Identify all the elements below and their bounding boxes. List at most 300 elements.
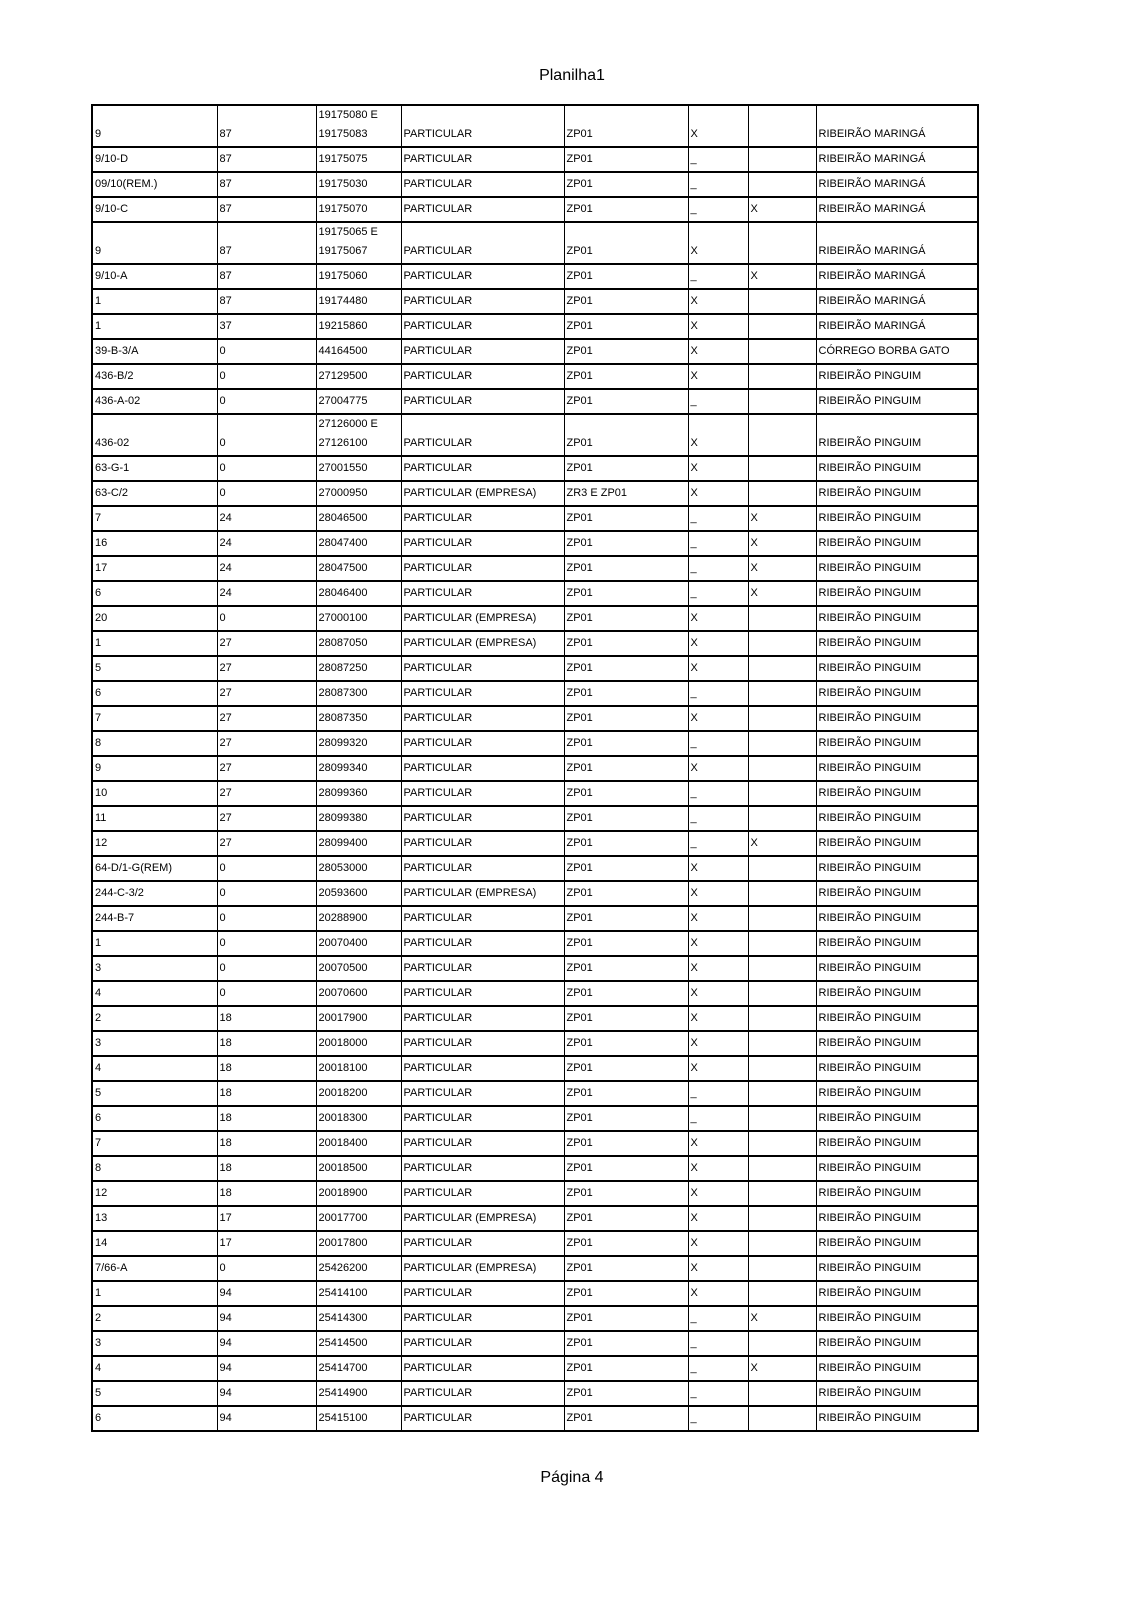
table-cell: X bbox=[748, 1356, 816, 1381]
table-cell: X bbox=[688, 881, 748, 906]
table-cell: X bbox=[688, 931, 748, 956]
table-cell bbox=[748, 1131, 816, 1156]
table-cell: 20288900 bbox=[316, 906, 401, 931]
table-cell: ZP01 bbox=[564, 1006, 688, 1031]
table-cell: RIBEIRÃO PINGUIM bbox=[816, 906, 978, 931]
table-cell: 27126000 E 27126100 bbox=[316, 414, 401, 456]
table-cell: _ bbox=[688, 506, 748, 531]
table-cell: 27 bbox=[217, 831, 316, 856]
table-cell: 27 bbox=[217, 731, 316, 756]
table-cell: 64-D/1-G(REM) bbox=[92, 856, 217, 881]
table-cell bbox=[748, 339, 816, 364]
table-cell: 9/10-D bbox=[92, 147, 217, 172]
table-cell: 28099340 bbox=[316, 756, 401, 781]
table-cell: PARTICULAR bbox=[401, 314, 564, 339]
table-cell bbox=[748, 172, 816, 197]
table-cell: ZP01 bbox=[564, 289, 688, 314]
table-cell: 20017700 bbox=[316, 1206, 401, 1231]
table-cell: RIBEIRÃO PINGUIM bbox=[816, 706, 978, 731]
table-row bbox=[92, 222, 978, 264]
table-cell: 7 bbox=[92, 1131, 217, 1156]
table-cell: 27 bbox=[217, 806, 316, 831]
table-cell: ZP01 bbox=[564, 706, 688, 731]
table-cell bbox=[748, 956, 816, 981]
table-cell: _ bbox=[688, 1381, 748, 1406]
table-cell: 28046500 bbox=[316, 506, 401, 531]
table-cell bbox=[748, 1156, 816, 1181]
table-cell: 0 bbox=[217, 339, 316, 364]
table-cell: 8 bbox=[92, 731, 217, 756]
table-cell bbox=[748, 364, 816, 389]
table-cell: RIBEIRÃO PINGUIM bbox=[816, 1131, 978, 1156]
table-cell bbox=[748, 222, 816, 264]
table-cell: ZP01 bbox=[564, 556, 688, 581]
table-cell: 27000950 bbox=[316, 481, 401, 506]
table-cell: 436-B/2 bbox=[92, 364, 217, 389]
table-cell: 3 bbox=[92, 1331, 217, 1356]
table-cell: ZP01 bbox=[564, 1056, 688, 1081]
table-cell: 17 bbox=[92, 556, 217, 581]
table-cell: 24 bbox=[217, 531, 316, 556]
table-cell bbox=[748, 731, 816, 756]
table-cell: PARTICULAR bbox=[401, 1381, 564, 1406]
table-cell: 6 bbox=[92, 681, 217, 706]
table-cell: RIBEIRÃO PINGUIM bbox=[816, 1081, 978, 1106]
table-cell: 18 bbox=[217, 1156, 316, 1181]
table-cell: 19215860 bbox=[316, 314, 401, 339]
table-cell: ZP01 bbox=[564, 172, 688, 197]
page-number-footer: Página 4 bbox=[540, 1469, 604, 1486]
table-row bbox=[92, 264, 978, 289]
table-cell: 19175070 bbox=[316, 197, 401, 222]
table-cell: PARTICULAR bbox=[401, 456, 564, 481]
table-cell: 0 bbox=[217, 906, 316, 931]
table-cell: 0 bbox=[217, 956, 316, 981]
table-cell: PARTICULAR bbox=[401, 656, 564, 681]
table-cell: X bbox=[688, 1256, 748, 1281]
table-cell: PARTICULAR (EMPRESA) bbox=[401, 631, 564, 656]
table-cell: 12 bbox=[92, 831, 217, 856]
table-cell: X bbox=[688, 222, 748, 264]
table-row bbox=[92, 531, 978, 556]
table-cell: PARTICULAR (EMPRESA) bbox=[401, 606, 564, 631]
table-cell: _ bbox=[688, 781, 748, 806]
table-cell: 17 bbox=[217, 1231, 316, 1256]
table-cell: 39-B-3/A bbox=[92, 339, 217, 364]
table-cell: 94 bbox=[217, 1281, 316, 1306]
table-cell: X bbox=[748, 264, 816, 289]
table-cell: X bbox=[688, 414, 748, 456]
table-cell: RIBEIRÃO PINGUIM bbox=[816, 581, 978, 606]
table-cell: 87 bbox=[217, 147, 316, 172]
table-cell: PARTICULAR (EMPRESA) bbox=[401, 881, 564, 906]
table-cell: PARTICULAR bbox=[401, 1131, 564, 1156]
table-cell: 87 bbox=[217, 172, 316, 197]
table-cell bbox=[748, 389, 816, 414]
table-cell: ZP01 bbox=[564, 1406, 688, 1431]
table-row bbox=[92, 105, 978, 147]
table-row bbox=[92, 481, 978, 506]
table-cell: ZP01 bbox=[564, 831, 688, 856]
table-cell: PARTICULAR (EMPRESA) bbox=[401, 481, 564, 506]
table-cell: PARTICULAR bbox=[401, 756, 564, 781]
table-cell: RIBEIRÃO PINGUIM bbox=[816, 389, 978, 414]
table-cell: PARTICULAR bbox=[401, 831, 564, 856]
table-cell: 17 bbox=[217, 1206, 316, 1231]
table-cell: X bbox=[748, 831, 816, 856]
table-row bbox=[92, 1056, 978, 1081]
table-row bbox=[92, 289, 978, 314]
table-cell bbox=[748, 756, 816, 781]
table-cell: 28099380 bbox=[316, 806, 401, 831]
table-cell: PARTICULAR bbox=[401, 1231, 564, 1256]
table-cell: RIBEIRÃO PINGUIM bbox=[816, 881, 978, 906]
table-cell: 18 bbox=[217, 1006, 316, 1031]
table-cell: RIBEIRÃO MARINGÁ bbox=[816, 222, 978, 264]
table-cell: PARTICULAR bbox=[401, 1106, 564, 1131]
table-row bbox=[92, 756, 978, 781]
table-cell: RIBEIRÃO MARINGÁ bbox=[816, 289, 978, 314]
table-cell: 0 bbox=[217, 456, 316, 481]
table-cell: PARTICULAR bbox=[401, 1356, 564, 1381]
table-cell: 7 bbox=[92, 506, 217, 531]
table-cell: 27004775 bbox=[316, 389, 401, 414]
table-cell: 24 bbox=[217, 506, 316, 531]
table-cell: 19175065 E 19175067 bbox=[316, 222, 401, 264]
table-cell: X bbox=[688, 1281, 748, 1306]
table-cell: ZP01 bbox=[564, 1356, 688, 1381]
table-cell bbox=[748, 606, 816, 631]
table-row bbox=[92, 1031, 978, 1056]
table-cell: RIBEIRÃO MARINGÁ bbox=[816, 197, 978, 222]
table-cell: PARTICULAR bbox=[401, 1156, 564, 1181]
table-cell: 20018500 bbox=[316, 1156, 401, 1181]
table-cell: _ bbox=[688, 681, 748, 706]
table-cell: 20017900 bbox=[316, 1006, 401, 1031]
table-cell: X bbox=[688, 1156, 748, 1181]
table-row bbox=[92, 806, 978, 831]
table-cell: PARTICULAR bbox=[401, 931, 564, 956]
table-cell: 20593600 bbox=[316, 881, 401, 906]
table-cell: 12 bbox=[92, 1181, 217, 1206]
table-cell bbox=[748, 1056, 816, 1081]
table-cell: 20018200 bbox=[316, 1081, 401, 1106]
table-cell: X bbox=[688, 1206, 748, 1231]
table-cell: 3 bbox=[92, 1031, 217, 1056]
table-cell: 0 bbox=[217, 931, 316, 956]
table-cell: PARTICULAR bbox=[401, 731, 564, 756]
table-cell: 14 bbox=[92, 1231, 217, 1256]
table-cell: PARTICULAR bbox=[401, 222, 564, 264]
table-cell: ZP01 bbox=[564, 956, 688, 981]
table-cell: ZP01 bbox=[564, 147, 688, 172]
table-cell: 0 bbox=[217, 981, 316, 1006]
table-cell: _ bbox=[688, 147, 748, 172]
table-cell: ZP01 bbox=[564, 414, 688, 456]
table-cell: 5 bbox=[92, 656, 217, 681]
table-cell: _ bbox=[688, 1081, 748, 1106]
table-cell: 0 bbox=[217, 364, 316, 389]
table-cell: ZP01 bbox=[564, 656, 688, 681]
table-cell bbox=[748, 314, 816, 339]
table-cell: PARTICULAR bbox=[401, 1181, 564, 1206]
table-cell: RIBEIRÃO MARINGÁ bbox=[816, 264, 978, 289]
table-row bbox=[92, 414, 978, 456]
table-cell: RIBEIRÃO PINGUIM bbox=[816, 1181, 978, 1206]
table-cell: _ bbox=[688, 831, 748, 856]
table-cell: X bbox=[748, 1306, 816, 1331]
table-body bbox=[92, 105, 978, 1431]
table-cell: 27000100 bbox=[316, 606, 401, 631]
table-cell: 6 bbox=[92, 1406, 217, 1431]
table-cell bbox=[748, 906, 816, 931]
table-cell: X bbox=[688, 981, 748, 1006]
table-cell: ZP01 bbox=[564, 731, 688, 756]
table-cell: RIBEIRÃO PINGUIM bbox=[816, 1031, 978, 1056]
table-cell: 44164500 bbox=[316, 339, 401, 364]
table-cell bbox=[748, 656, 816, 681]
table-cell: 09/10(REM.) bbox=[92, 172, 217, 197]
table-cell: 27 bbox=[217, 681, 316, 706]
table-row bbox=[92, 931, 978, 956]
table-cell: ZP01 bbox=[564, 222, 688, 264]
table-cell: _ bbox=[688, 806, 748, 831]
table-cell: 18 bbox=[217, 1056, 316, 1081]
table-cell: ZP01 bbox=[564, 456, 688, 481]
table-cell: PARTICULAR bbox=[401, 506, 564, 531]
table-cell: ZP01 bbox=[564, 681, 688, 706]
table-cell: PARTICULAR bbox=[401, 981, 564, 1006]
table-cell: 27 bbox=[217, 756, 316, 781]
table-row bbox=[92, 1006, 978, 1031]
table-cell: ZP01 bbox=[564, 531, 688, 556]
table-cell: 25426200 bbox=[316, 1256, 401, 1281]
table-cell: X bbox=[748, 197, 816, 222]
table-cell: 4 bbox=[92, 1356, 217, 1381]
table-row bbox=[92, 881, 978, 906]
table-cell bbox=[748, 1081, 816, 1106]
table-cell: PARTICULAR bbox=[401, 1081, 564, 1106]
table-cell: 0 bbox=[217, 481, 316, 506]
table-cell: 63-G-1 bbox=[92, 456, 217, 481]
table-cell: RIBEIRÃO PINGUIM bbox=[816, 1356, 978, 1381]
table-cell: 87 bbox=[217, 105, 316, 147]
table-cell: _ bbox=[688, 264, 748, 289]
table-cell: 9 bbox=[92, 222, 217, 264]
table-cell: X bbox=[688, 631, 748, 656]
table-cell bbox=[748, 414, 816, 456]
table-cell: 28099360 bbox=[316, 781, 401, 806]
data-table bbox=[91, 104, 979, 1432]
table-row bbox=[92, 1256, 978, 1281]
table-cell: 94 bbox=[217, 1381, 316, 1406]
table-cell: X bbox=[688, 105, 748, 147]
table-cell: RIBEIRÃO PINGUIM bbox=[816, 1306, 978, 1331]
table-cell: ZP01 bbox=[564, 931, 688, 956]
table-row bbox=[92, 1356, 978, 1381]
table-row bbox=[92, 1306, 978, 1331]
table-cell: 436-02 bbox=[92, 414, 217, 456]
table-cell: ZP01 bbox=[564, 1081, 688, 1106]
table-cell: RIBEIRÃO PINGUIM bbox=[816, 981, 978, 1006]
table-cell: _ bbox=[688, 1331, 748, 1356]
table-cell bbox=[748, 981, 816, 1006]
table-row bbox=[92, 1106, 978, 1131]
table-cell: RIBEIRÃO MARINGÁ bbox=[816, 147, 978, 172]
table-cell: PARTICULAR bbox=[401, 172, 564, 197]
table-cell bbox=[748, 105, 816, 147]
table-cell: RIBEIRÃO PINGUIM bbox=[816, 756, 978, 781]
table-cell bbox=[748, 931, 816, 956]
table-cell: 19175075 bbox=[316, 147, 401, 172]
table-cell bbox=[748, 1406, 816, 1431]
table-cell: 1 bbox=[92, 1281, 217, 1306]
table-cell: PARTICULAR bbox=[401, 1006, 564, 1031]
table-row bbox=[92, 656, 978, 681]
table-cell: 20017800 bbox=[316, 1231, 401, 1256]
table-cell: 20070400 bbox=[316, 931, 401, 956]
table-cell: 27 bbox=[217, 656, 316, 681]
table-cell: 19175080 E 19175083 bbox=[316, 105, 401, 147]
table-cell bbox=[748, 481, 816, 506]
table-cell: 0 bbox=[217, 414, 316, 456]
table-cell: 1 bbox=[92, 289, 217, 314]
table-cell: ZP01 bbox=[564, 881, 688, 906]
table-cell: RIBEIRÃO PINGUIM bbox=[816, 1406, 978, 1431]
table-row bbox=[92, 1081, 978, 1106]
table-row bbox=[92, 706, 978, 731]
table-cell: RIBEIRÃO PINGUIM bbox=[816, 1231, 978, 1256]
table-cell: X bbox=[748, 531, 816, 556]
table-cell: 9 bbox=[92, 105, 217, 147]
table-cell: ZP01 bbox=[564, 1181, 688, 1206]
table-cell: X bbox=[748, 556, 816, 581]
table-row bbox=[92, 389, 978, 414]
table-cell: PARTICULAR bbox=[401, 781, 564, 806]
table-cell: X bbox=[688, 1131, 748, 1156]
table-cell: ZP01 bbox=[564, 1381, 688, 1406]
table-row bbox=[92, 831, 978, 856]
table-cell: RIBEIRÃO PINGUIM bbox=[816, 631, 978, 656]
table-cell: PARTICULAR bbox=[401, 414, 564, 456]
table-cell: 4 bbox=[92, 1056, 217, 1081]
table-cell: X bbox=[688, 1031, 748, 1056]
table-cell bbox=[748, 631, 816, 656]
table-cell: X bbox=[688, 856, 748, 881]
table-cell: PARTICULAR bbox=[401, 556, 564, 581]
table-cell bbox=[748, 856, 816, 881]
table-cell: 11 bbox=[92, 806, 217, 831]
sheet-title: Planilha1 bbox=[539, 67, 605, 84]
table-cell: ZP01 bbox=[564, 364, 688, 389]
table-cell: X bbox=[688, 706, 748, 731]
table-cell: RIBEIRÃO PINGUIM bbox=[816, 456, 978, 481]
table-cell: 94 bbox=[217, 1356, 316, 1381]
table-cell: _ bbox=[688, 389, 748, 414]
table-cell: 9/10-A bbox=[92, 264, 217, 289]
table-cell: 10 bbox=[92, 781, 217, 806]
table-cell: 16 bbox=[92, 531, 217, 556]
table-row bbox=[92, 197, 978, 222]
table-cell: 28087350 bbox=[316, 706, 401, 731]
table-row bbox=[92, 856, 978, 881]
table-cell: 0 bbox=[217, 1256, 316, 1281]
table-cell: 28087250 bbox=[316, 656, 401, 681]
table-cell: 87 bbox=[217, 289, 316, 314]
table-cell: X bbox=[688, 481, 748, 506]
table-cell: 25414300 bbox=[316, 1306, 401, 1331]
table-cell: X bbox=[688, 289, 748, 314]
table-row bbox=[92, 631, 978, 656]
table-cell: PARTICULAR (EMPRESA) bbox=[401, 1256, 564, 1281]
table-cell: PARTICULAR bbox=[401, 581, 564, 606]
table-cell: 19174480 bbox=[316, 289, 401, 314]
table-cell bbox=[748, 1181, 816, 1206]
table-row bbox=[92, 1181, 978, 1206]
table-cell: PARTICULAR bbox=[401, 1406, 564, 1431]
table-cell: X bbox=[688, 606, 748, 631]
table-cell: RIBEIRÃO PINGUIM bbox=[816, 606, 978, 631]
table-cell: 20070500 bbox=[316, 956, 401, 981]
table-row bbox=[92, 1331, 978, 1356]
table-cell: _ bbox=[688, 1356, 748, 1381]
table-cell: _ bbox=[688, 1406, 748, 1431]
table-cell: ZP01 bbox=[564, 606, 688, 631]
table-cell: RIBEIRÃO PINGUIM bbox=[816, 556, 978, 581]
table-cell: _ bbox=[688, 531, 748, 556]
table-cell: 27001550 bbox=[316, 456, 401, 481]
table-cell: RIBEIRÃO PINGUIM bbox=[816, 1256, 978, 1281]
table-cell: 244-B-7 bbox=[92, 906, 217, 931]
table-cell: RIBEIRÃO PINGUIM bbox=[816, 781, 978, 806]
table-cell: PARTICULAR bbox=[401, 806, 564, 831]
table-cell: 3 bbox=[92, 956, 217, 981]
table-cell: ZR3 E ZP01 bbox=[564, 481, 688, 506]
table-cell: PARTICULAR bbox=[401, 339, 564, 364]
table-cell: 18 bbox=[217, 1031, 316, 1056]
table-cell: RIBEIRÃO MARINGÁ bbox=[816, 314, 978, 339]
table-cell: 4 bbox=[92, 981, 217, 1006]
table-cell: _ bbox=[688, 197, 748, 222]
table-cell: 24 bbox=[217, 581, 316, 606]
table-cell: RIBEIRÃO PINGUIM bbox=[816, 1056, 978, 1081]
table-cell: PARTICULAR bbox=[401, 105, 564, 147]
table-cell: 24 bbox=[217, 556, 316, 581]
table-cell: 27 bbox=[217, 706, 316, 731]
table-cell: 0 bbox=[217, 606, 316, 631]
table-cell: 0 bbox=[217, 881, 316, 906]
table-cell: RIBEIRÃO PINGUIM bbox=[816, 1156, 978, 1181]
table-cell: 25414500 bbox=[316, 1331, 401, 1356]
table-row bbox=[92, 147, 978, 172]
table-cell: 27 bbox=[217, 781, 316, 806]
table-cell bbox=[748, 706, 816, 731]
table-cell: 87 bbox=[217, 197, 316, 222]
table-cell: RIBEIRÃO PINGUIM bbox=[816, 831, 978, 856]
table-cell: 25415100 bbox=[316, 1406, 401, 1431]
table-cell: RIBEIRÃO PINGUIM bbox=[816, 856, 978, 881]
table-cell: X bbox=[688, 314, 748, 339]
table-cell: RIBEIRÃO PINGUIM bbox=[816, 1281, 978, 1306]
table-row bbox=[92, 1156, 978, 1181]
table-cell: 5 bbox=[92, 1081, 217, 1106]
table-cell: 20018300 bbox=[316, 1106, 401, 1131]
table-cell: 18 bbox=[217, 1081, 316, 1106]
table-row bbox=[92, 581, 978, 606]
table-cell: 18 bbox=[217, 1181, 316, 1206]
table-cell: 27 bbox=[217, 631, 316, 656]
table-cell: PARTICULAR (EMPRESA) bbox=[401, 1206, 564, 1231]
